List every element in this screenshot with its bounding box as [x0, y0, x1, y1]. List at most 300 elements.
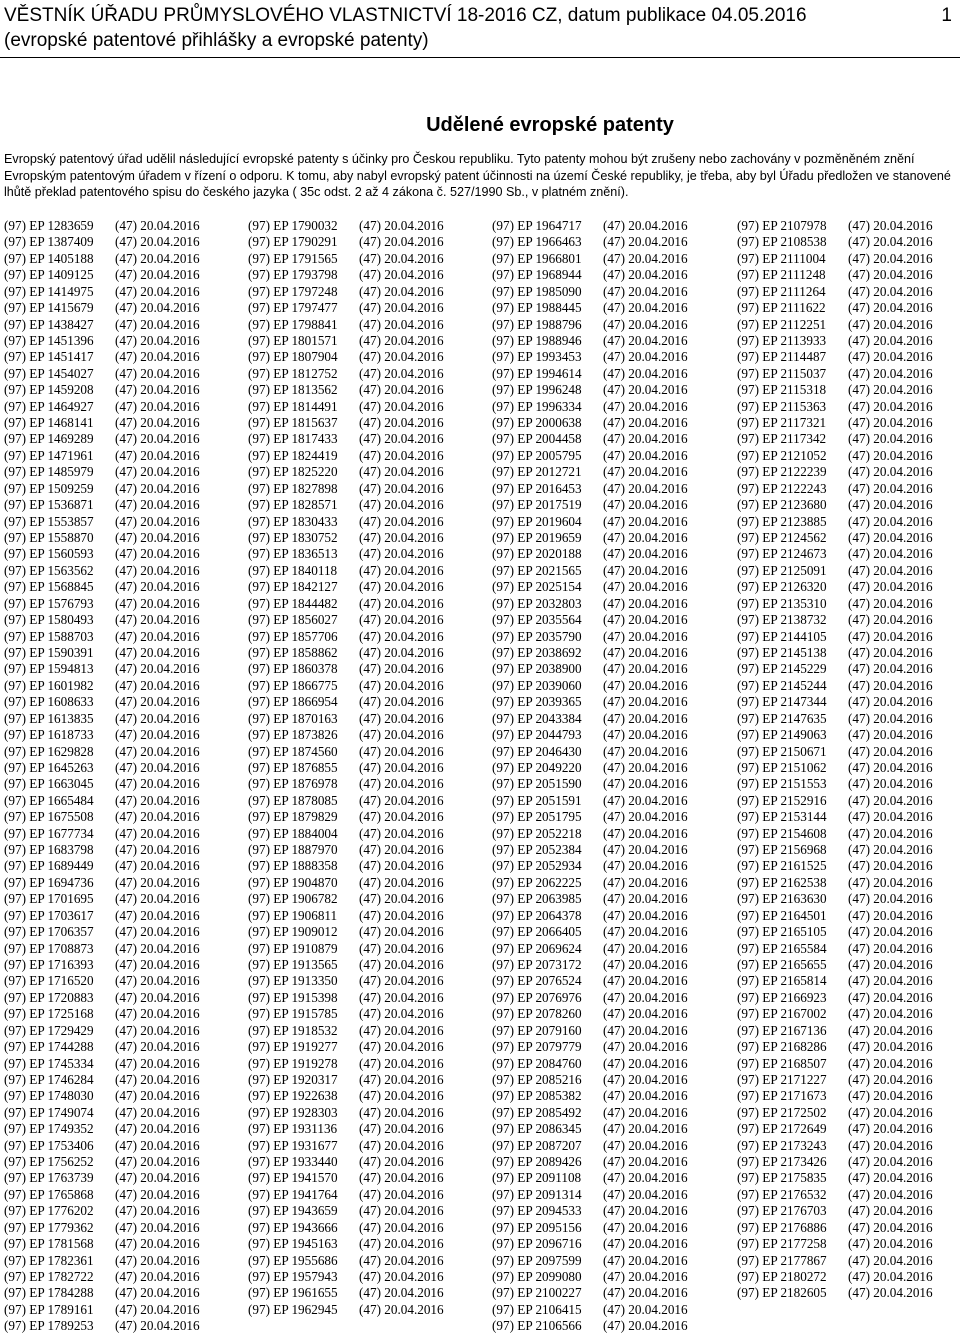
- grant-date: (47) 20.04.2016: [359, 250, 444, 266]
- patent-number: (97) EP 2145229: [737, 661, 827, 677]
- patent-number: (97) EP 1716393: [4, 956, 94, 972]
- grant-date: (47) 20.04.2016: [115, 349, 200, 365]
- patent-number: (97) EP 1536871: [4, 497, 94, 513]
- grant-date: (47) 20.04.2016: [359, 398, 444, 414]
- patent-number: (97) EP 1560593: [4, 546, 94, 562]
- grant-date: (47) 20.04.2016: [603, 332, 688, 348]
- grant-date: (47) 20.04.2016: [603, 612, 688, 628]
- grant-date: (47) 20.04.2016: [115, 874, 200, 890]
- patent-number: (97) EP 1842127: [248, 579, 338, 595]
- patent-number: (97) EP 1825220: [248, 464, 338, 480]
- grant-date: (47) 20.04.2016: [115, 759, 200, 775]
- grant-date: (47) 20.04.2016: [115, 579, 200, 595]
- patent-number: (97) EP 1405188: [4, 250, 94, 266]
- grant-date: (47) 20.04.2016: [359, 661, 444, 677]
- patent-number: (97) EP 1879829: [248, 809, 338, 825]
- patent-number: (97) EP 1933440: [248, 1154, 338, 1170]
- grant-date: (47) 20.04.2016: [603, 644, 688, 660]
- patent-number: (97) EP 1860378: [248, 661, 338, 677]
- patent-number: (97) EP 1776202: [4, 1203, 94, 1219]
- patent-number: (97) EP 2076524: [492, 973, 582, 989]
- grant-date: (47) 20.04.2016: [848, 562, 933, 578]
- grant-date: (47) 20.04.2016: [603, 677, 688, 693]
- patent-number: (97) EP 1553857: [4, 513, 94, 529]
- patent-number: (97) EP 2164501: [737, 907, 827, 923]
- patent-number: (97) EP 2032803: [492, 595, 582, 611]
- journal-title: VĚSTNÍK ÚŘADU PRŮMYSLOVÉHO VLASTNICTVÍ 18-2016 CZ, datum publikace 04.05.2016: [4, 5, 807, 26]
- grant-date: (47) 20.04.2016: [115, 612, 200, 628]
- grant-date: (47) 20.04.2016: [603, 989, 688, 1005]
- patent-number: (97) EP 2089426: [492, 1154, 582, 1170]
- grant-date: (47) 20.04.2016: [603, 825, 688, 841]
- grant-date: (47) 20.04.2016: [603, 1022, 688, 1038]
- grant-date: (47) 20.04.2016: [603, 497, 688, 513]
- grant-date: (47) 20.04.2016: [603, 809, 688, 825]
- patent-number: (97) EP 2173243: [737, 1137, 827, 1153]
- patent-number: (97) EP 1782722: [4, 1269, 94, 1284]
- grant-date: (47) 20.04.2016: [359, 940, 444, 956]
- patent-number: (97) EP 2038692: [492, 644, 582, 660]
- patent-number: (97) EP 2111622: [737, 300, 826, 316]
- grant-date: (47) 20.04.2016: [848, 1121, 933, 1137]
- patent-number: (97) EP 2151062: [737, 759, 827, 775]
- patent-number: (97) EP 1469289: [4, 431, 94, 447]
- grant-date: (47) 20.04.2016: [848, 792, 933, 808]
- patent-number: (97) EP 1856027: [248, 612, 338, 628]
- patent-number: (97) EP 2000638: [492, 415, 582, 431]
- patent-number: (97) EP 1765868: [4, 1186, 94, 1202]
- grant-date: (47) 20.04.2016: [603, 1055, 688, 1071]
- grant-date: (47) 20.04.2016: [603, 1219, 688, 1235]
- patent-number: (97) EP 1988796: [492, 316, 582, 332]
- patent-number: (97) EP 2019604: [492, 513, 582, 529]
- patent-number: (97) EP 2115318: [737, 382, 827, 398]
- grant-date: (47) 20.04.2016: [115, 1236, 200, 1252]
- patent-number: (97) EP 1915785: [248, 1006, 338, 1022]
- patent-number: (97) EP 2175835: [737, 1170, 827, 1186]
- patent-number: (97) EP 1790032: [248, 218, 338, 233]
- patent-number: (97) EP 1683798: [4, 842, 94, 858]
- patent-number: (97) EP 1387409: [4, 234, 94, 250]
- patent-number: (97) EP 1451396: [4, 332, 94, 348]
- patent-number: (97) EP 2165105: [737, 924, 827, 940]
- patent-number: (97) EP 1966801: [492, 250, 582, 266]
- grant-date: (47) 20.04.2016: [359, 1022, 444, 1038]
- patent-number: (97) EP 1913565: [248, 956, 338, 972]
- grant-date: (47) 20.04.2016: [115, 530, 200, 546]
- patent-number: (97) EP 1812752: [248, 365, 338, 381]
- grant-date: (47) 20.04.2016: [359, 480, 444, 496]
- patent-number: (97) EP 1910879: [248, 940, 338, 956]
- patent-number: (97) EP 1468141: [4, 415, 94, 431]
- patent-number: (97) EP 1876978: [248, 776, 338, 792]
- grant-date: (47) 20.04.2016: [848, 332, 933, 348]
- grant-date: (47) 20.04.2016: [359, 431, 444, 447]
- patent-number: (97) EP 1830433: [248, 513, 338, 529]
- patent-number: (97) EP 2096716: [492, 1236, 582, 1252]
- grant-date: (47) 20.04.2016: [115, 595, 200, 611]
- patent-number: (97) EP 2167002: [737, 1006, 827, 1022]
- patent-number: (97) EP 2106415: [492, 1301, 582, 1317]
- patent-number: (97) EP 1720883: [4, 989, 94, 1005]
- patent-number: (97) EP 2097599: [492, 1252, 582, 1268]
- patent-number: (97) EP 1748030: [4, 1088, 94, 1104]
- grant-date: (47) 20.04.2016: [603, 464, 688, 480]
- grant-date: (47) 20.04.2016: [603, 1104, 688, 1120]
- patent-number: (97) EP 1919278: [248, 1055, 338, 1071]
- patent-number: (97) EP 1746284: [4, 1071, 94, 1087]
- grant-date: (47) 20.04.2016: [848, 628, 933, 644]
- grant-date: (47) 20.04.2016: [848, 1071, 933, 1087]
- patent-number: (97) EP 1689449: [4, 858, 94, 874]
- patent-number: (97) EP 2171227: [737, 1071, 827, 1087]
- grant-date: (47) 20.04.2016: [115, 480, 200, 496]
- grant-date: (47) 20.04.2016: [359, 530, 444, 546]
- grant-date: (47) 20.04.2016: [359, 644, 444, 660]
- grant-date: (47) 20.04.2016: [848, 1154, 933, 1170]
- grant-date: (47) 20.04.2016: [359, 1006, 444, 1022]
- grant-date: (47) 20.04.2016: [848, 316, 933, 332]
- grant-date: (47) 20.04.2016: [115, 300, 200, 316]
- grant-date: (47) 20.04.2016: [848, 1088, 933, 1104]
- patent-number: (97) EP 2123680: [737, 497, 827, 513]
- patent-number: (97) EP 1966463: [492, 234, 582, 250]
- grant-date: (47) 20.04.2016: [848, 382, 933, 398]
- grant-date: (47) 20.04.2016: [603, 218, 688, 233]
- patent-number: (97) EP 1884004: [248, 825, 338, 841]
- grant-date: (47) 20.04.2016: [359, 694, 444, 710]
- grant-date: (47) 20.04.2016: [848, 874, 933, 890]
- patent-number: (97) EP 1827898: [248, 480, 338, 496]
- grant-date: (47) 20.04.2016: [359, 1055, 444, 1071]
- grant-date: (47) 20.04.2016: [359, 956, 444, 972]
- patent-number: (97) EP 2073172: [492, 956, 582, 972]
- patent-number: (97) EP 1996334: [492, 398, 582, 414]
- patent-number: (97) EP 1594813: [4, 661, 94, 677]
- grant-date: (47) 20.04.2016: [115, 1186, 200, 1202]
- patent-number: (97) EP 2051795: [492, 809, 582, 825]
- grant-date: (47) 20.04.2016: [115, 776, 200, 792]
- grant-date: (47) 20.04.2016: [848, 809, 933, 825]
- grant-date: (47) 20.04.2016: [359, 825, 444, 841]
- grant-date: (47) 20.04.2016: [848, 1055, 933, 1071]
- grant-date: (47) 20.04.2016: [603, 907, 688, 923]
- patent-number: (97) EP 1866954: [248, 694, 338, 710]
- grant-date: (47) 20.04.2016: [603, 1186, 688, 1202]
- patent-number: (97) EP 2052384: [492, 842, 582, 858]
- grant-date: (47) 20.04.2016: [115, 447, 200, 463]
- grant-date: (47) 20.04.2016: [848, 234, 933, 250]
- patent-number: (97) EP 1588703: [4, 628, 94, 644]
- patent-number: (97) EP 1580493: [4, 612, 94, 628]
- patent-number: (97) EP 2106566: [492, 1318, 582, 1334]
- grant-date: (47) 20.04.2016: [115, 661, 200, 677]
- grant-date: (47) 20.04.2016: [603, 447, 688, 463]
- patent-number: (97) EP 2021565: [492, 562, 582, 578]
- grant-date: (47) 20.04.2016: [848, 661, 933, 677]
- grant-date: (47) 20.04.2016: [359, 497, 444, 513]
- patent-number: (97) EP 1840118: [248, 562, 338, 578]
- patent-number: (97) EP 1568845: [4, 579, 94, 595]
- grant-date: (47) 20.04.2016: [359, 283, 444, 299]
- grant-date: (47) 20.04.2016: [603, 743, 688, 759]
- grant-date: (47) 20.04.2016: [115, 464, 200, 480]
- grant-date: (47) 20.04.2016: [603, 300, 688, 316]
- patent-number: (97) EP 1828571: [248, 497, 338, 513]
- patent-number: (97) EP 1793798: [248, 267, 338, 283]
- patent-number: (97) EP 1708873: [4, 940, 94, 956]
- patent-number: (97) EP 1857706: [248, 628, 338, 644]
- patent-number: (97) EP 1943666: [248, 1219, 338, 1235]
- patent-number: (97) EP 2039060: [492, 677, 582, 693]
- grant-date: (47) 20.04.2016: [359, 267, 444, 283]
- patent-number: (97) EP 1844482: [248, 595, 338, 611]
- patent-number: (97) EP 1824419: [248, 447, 338, 463]
- patent-number: (97) EP 2046430: [492, 743, 582, 759]
- patent-number: (97) EP 1414975: [4, 283, 94, 299]
- grant-date: (47) 20.04.2016: [359, 1088, 444, 1104]
- patent-number: (97) EP 1996248: [492, 382, 582, 398]
- grant-date: (47) 20.04.2016: [115, 1039, 200, 1055]
- patent-number: (97) EP 1415679: [4, 300, 94, 316]
- grant-date: (47) 20.04.2016: [115, 546, 200, 562]
- grant-date: (47) 20.04.2016: [848, 1252, 933, 1268]
- patent-number: (97) EP 2051591: [492, 792, 582, 808]
- grant-date: (47) 20.04.2016: [115, 283, 200, 299]
- grant-date: (47) 20.04.2016: [848, 447, 933, 463]
- grant-date: (47) 20.04.2016: [603, 316, 688, 332]
- patent-number: (97) EP 2138732: [737, 612, 827, 628]
- grant-date: (47) 20.04.2016: [603, 530, 688, 546]
- patent-number: (97) EP 1576793: [4, 595, 94, 611]
- patent-number: (97) EP 1906782: [248, 891, 338, 907]
- grant-date: (47) 20.04.2016: [603, 1252, 688, 1268]
- grant-date: (47) 20.04.2016: [848, 1104, 933, 1120]
- patent-number: (97) EP 2044793: [492, 727, 582, 743]
- grant-date: (47) 20.04.2016: [603, 759, 688, 775]
- patent-number: (97) EP 1928303: [248, 1104, 338, 1120]
- intro-text: [4, 151, 954, 201]
- patent-number: (97) EP 2113933: [737, 332, 827, 348]
- grant-date: (47) 20.04.2016: [359, 1170, 444, 1186]
- grant-date: (47) 20.04.2016: [115, 956, 200, 972]
- patent-number: (97) EP 2122239: [737, 464, 827, 480]
- patent-number: (97) EP 1745334: [4, 1055, 94, 1071]
- patent-number: (97) EP 2069624: [492, 940, 582, 956]
- grant-date: (47) 20.04.2016: [848, 530, 933, 546]
- patent-number: (97) EP 1813562: [248, 382, 338, 398]
- grant-date: (47) 20.04.2016: [603, 1318, 688, 1334]
- patent-number: (97) EP 1729429: [4, 1022, 94, 1038]
- patent-number: (97) EP 2152916: [737, 792, 827, 808]
- patent-number: (97) EP 2111004: [737, 250, 826, 266]
- grant-date: (47) 20.04.2016: [115, 332, 200, 348]
- patent-number: (97) EP 1454027: [4, 365, 94, 381]
- grant-date: (47) 20.04.2016: [848, 1006, 933, 1022]
- grant-date: (47) 20.04.2016: [603, 1071, 688, 1087]
- patent-number: (97) EP 1815637: [248, 415, 338, 431]
- grant-date: (47) 20.04.2016: [359, 1219, 444, 1235]
- patent-number: (97) EP 1874560: [248, 743, 338, 759]
- grant-date: (47) 20.04.2016: [359, 924, 444, 940]
- grant-date: (47) 20.04.2016: [359, 513, 444, 529]
- grant-date: (47) 20.04.2016: [848, 497, 933, 513]
- patent-number: (97) EP 1801571: [248, 332, 338, 348]
- patent-number: (97) EP 2123885: [737, 513, 827, 529]
- section-title: Udělené evropské patenty: [426, 114, 674, 136]
- patent-number: (97) EP 2124562: [737, 530, 827, 546]
- grant-date: (47) 20.04.2016: [603, 1088, 688, 1104]
- patent-number: (97) EP 1807904: [248, 349, 338, 365]
- grant-date: (47) 20.04.2016: [115, 1285, 200, 1301]
- patent-number: (97) EP 2151553: [737, 776, 827, 792]
- grant-date: (47) 20.04.2016: [359, 1104, 444, 1120]
- patent-number: (97) EP 2062225: [492, 874, 582, 890]
- patent-number: (97) EP 2052218: [492, 825, 582, 841]
- grant-date: (47) 20.04.2016: [359, 546, 444, 562]
- grant-date: (47) 20.04.2016: [115, 1318, 200, 1334]
- patent-number: (97) EP 2125091: [737, 562, 827, 578]
- patent-number: (97) EP 1993453: [492, 349, 582, 365]
- grant-date: (47) 20.04.2016: [848, 546, 933, 562]
- patent-number: (97) EP 1645263: [4, 759, 94, 775]
- grant-date: (47) 20.04.2016: [115, 907, 200, 923]
- grant-date: (47) 20.04.2016: [115, 825, 200, 841]
- grant-date: (47) 20.04.2016: [359, 218, 444, 233]
- patent-number: (97) EP 1870163: [248, 710, 338, 726]
- grant-date: (47) 20.04.2016: [848, 480, 933, 496]
- patent-number: (97) EP 2162538: [737, 874, 827, 890]
- patent-number: (97) EP 2122243: [737, 480, 827, 496]
- grant-date: (47) 20.04.2016: [359, 1285, 444, 1301]
- patent-number: (97) EP 2167136: [737, 1022, 827, 1038]
- patent-number: (97) EP 1913350: [248, 973, 338, 989]
- patent-number: (97) EP 2153144: [737, 809, 827, 825]
- grant-date: (47) 20.04.2016: [359, 562, 444, 578]
- patent-number: (97) EP 1608633: [4, 694, 94, 710]
- grant-date: (47) 20.04.2016: [603, 1121, 688, 1137]
- patent-number: (97) EP 1629828: [4, 743, 94, 759]
- patent-number: (97) EP 2035564: [492, 612, 582, 628]
- patent-number: (97) EP 1873826: [248, 727, 338, 743]
- grant-date: (47) 20.04.2016: [848, 989, 933, 1005]
- grant-date: (47) 20.04.2016: [603, 1269, 688, 1284]
- patent-number: (97) EP 1459208: [4, 382, 94, 398]
- grant-date: (47) 20.04.2016: [848, 710, 933, 726]
- grant-date: (47) 20.04.2016: [848, 283, 933, 299]
- patent-number: (97) EP 2172502: [737, 1104, 827, 1120]
- grant-date: (47) 20.04.2016: [115, 316, 200, 332]
- grant-date: (47) 20.04.2016: [848, 579, 933, 595]
- patent-number: (97) EP 1817433: [248, 431, 338, 447]
- page-number: 1: [941, 5, 952, 26]
- grant-date: (47) 20.04.2016: [603, 661, 688, 677]
- grant-date: (47) 20.04.2016: [115, 1071, 200, 1087]
- patent-number: (97) EP 2095156: [492, 1219, 582, 1235]
- patent-number: (97) EP 1961655: [248, 1285, 338, 1301]
- patent-number: (97) EP 2165584: [737, 940, 827, 956]
- grant-date: (47) 20.04.2016: [603, 250, 688, 266]
- grant-date: (47) 20.04.2016: [115, 1022, 200, 1038]
- grant-date: (47) 20.04.2016: [115, 382, 200, 398]
- patent-number: (97) EP 1906811: [248, 907, 338, 923]
- grant-date: (47) 20.04.2016: [115, 694, 200, 710]
- grant-date: (47) 20.04.2016: [115, 1006, 200, 1022]
- grant-date: (47) 20.04.2016: [848, 842, 933, 858]
- patent-number: (97) EP 1756252: [4, 1154, 94, 1170]
- patent-number: (97) EP 1909012: [248, 924, 338, 940]
- grant-date: (47) 20.04.2016: [603, 579, 688, 595]
- grant-date: (47) 20.04.2016: [115, 973, 200, 989]
- grant-date: (47) 20.04.2016: [603, 1170, 688, 1186]
- grant-date: (47) 20.04.2016: [359, 1301, 444, 1317]
- patent-number: (97) EP 2150671: [737, 743, 827, 759]
- patent-number: (97) EP 2180272: [737, 1269, 827, 1284]
- grant-date: (47) 20.04.2016: [848, 1137, 933, 1153]
- grant-date: (47) 20.04.2016: [115, 1203, 200, 1219]
- patent-number: (97) EP 2117321: [737, 415, 827, 431]
- grant-date: (47) 20.04.2016: [115, 1088, 200, 1104]
- patent-number: (97) EP 2066405: [492, 924, 582, 940]
- grant-date: (47) 20.04.2016: [603, 415, 688, 431]
- patent-number: (97) EP 1791565: [248, 250, 338, 266]
- grant-date: (47) 20.04.2016: [603, 234, 688, 250]
- grant-date: (47) 20.04.2016: [603, 842, 688, 858]
- patent-number: (97) EP 2166923: [737, 989, 827, 1005]
- patent-number: (97) EP 2039365: [492, 694, 582, 710]
- grant-date: (47) 20.04.2016: [115, 743, 200, 759]
- patent-number: (97) EP 1590391: [4, 644, 94, 660]
- grant-date: (47) 20.04.2016: [848, 743, 933, 759]
- patent-number: (97) EP 2177258: [737, 1236, 827, 1252]
- patent-number: (97) EP 1471961: [4, 447, 94, 463]
- patent-number: (97) EP 1830752: [248, 530, 338, 546]
- grant-date: (47) 20.04.2016: [359, 579, 444, 595]
- grant-date: (47) 20.04.2016: [359, 874, 444, 890]
- grant-date: (47) 20.04.2016: [115, 267, 200, 283]
- patent-number: (97) EP 1988946: [492, 332, 582, 348]
- grant-date: (47) 20.04.2016: [115, 1121, 200, 1137]
- grant-date: (47) 20.04.2016: [359, 989, 444, 1005]
- grant-date: (47) 20.04.2016: [603, 546, 688, 562]
- patent-number: (97) EP 2085216: [492, 1071, 582, 1087]
- grant-date: (47) 20.04.2016: [115, 1104, 200, 1120]
- patent-number: (97) EP 2156968: [737, 842, 827, 858]
- grant-date: (47) 20.04.2016: [603, 1006, 688, 1022]
- patent-number: (97) EP 1931677: [248, 1137, 338, 1153]
- patent-number: (97) EP 2168507: [737, 1055, 827, 1071]
- patent-number: (97) EP 2100227: [492, 1285, 582, 1301]
- grant-date: (47) 20.04.2016: [115, 1269, 200, 1284]
- grant-date: (47) 20.04.2016: [115, 628, 200, 644]
- grant-date: (47) 20.04.2016: [115, 1301, 200, 1317]
- patent-number: (97) EP 2173426: [737, 1154, 827, 1170]
- patent-number: (97) EP 2176532: [737, 1186, 827, 1202]
- grant-date: (47) 20.04.2016: [848, 300, 933, 316]
- grant-date: (47) 20.04.2016: [603, 1203, 688, 1219]
- patent-number: (97) EP 1675508: [4, 809, 94, 825]
- grant-date: (47) 20.04.2016: [848, 677, 933, 693]
- grant-date: (47) 20.04.2016: [848, 973, 933, 989]
- patent-number: (97) EP 2176703: [737, 1203, 827, 1219]
- grant-date: (47) 20.04.2016: [359, 595, 444, 611]
- grant-date: (47) 20.04.2016: [115, 1252, 200, 1268]
- grant-date: (47) 20.04.2016: [603, 628, 688, 644]
- grant-date: (47) 20.04.2016: [115, 809, 200, 825]
- grant-date: (47) 20.04.2016: [848, 694, 933, 710]
- grant-date: (47) 20.04.2016: [359, 300, 444, 316]
- patent-number: (97) EP 2004458: [492, 431, 582, 447]
